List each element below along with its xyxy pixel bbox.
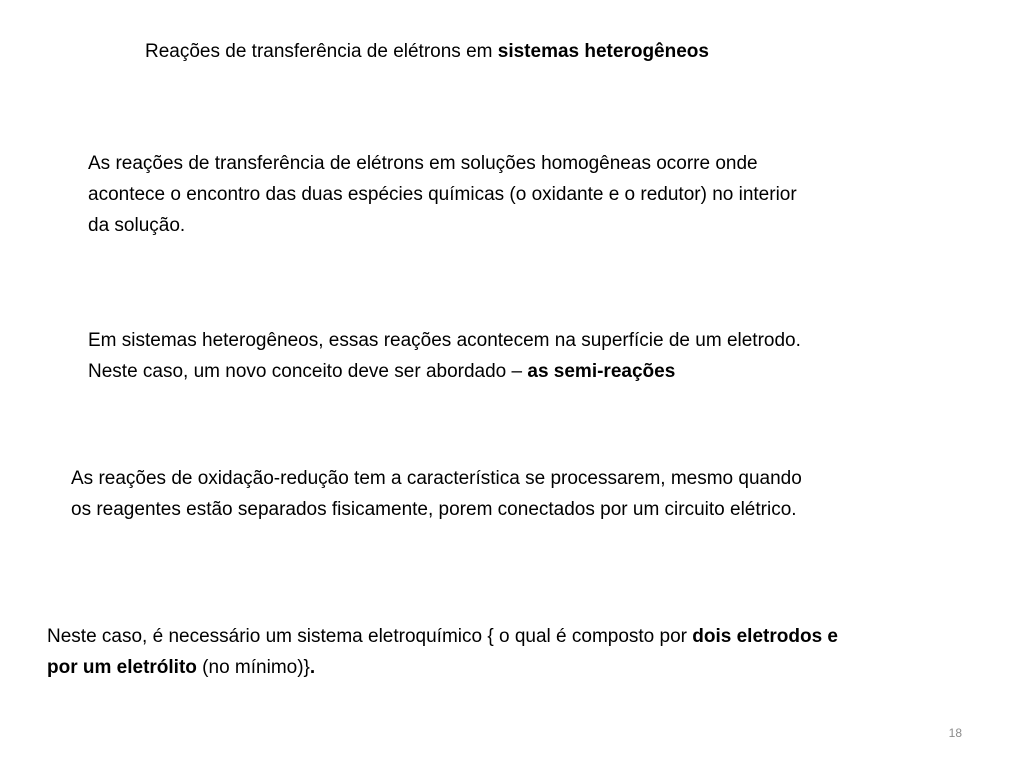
paragraph-line: Em sistemas heterogêneos, essas reações acontecem na superfície de um eletrodo. [88, 330, 801, 351]
paragraph-line: Neste caso, um novo conceito deve ser abordado – [88, 361, 528, 382]
paragraph-electrochemical-system [47, 621, 1017, 683]
paragraph-heterogeneous [88, 325, 988, 387]
two-electrodes-bold: dois eletrodos e [692, 626, 838, 647]
paragraph-line: As reações de transferência de elétrons em soluções homogêneas ocorre onde [88, 153, 758, 174]
paragraph-line: (no mínimo)} [196, 657, 310, 678]
period-bold: . [309, 657, 316, 678]
slide-title-bold: sistemas heterogêneos [497, 41, 709, 62]
paragraph-redox [71, 463, 991, 525]
paragraph-line: da solução. [88, 215, 186, 236]
semi-reactions-bold: as semi-reações [527, 361, 676, 382]
slide-title-text: Reações de transferência de elétrons em [145, 41, 498, 62]
electrolyte-bold: por um eletrólito [47, 657, 197, 678]
paragraph-line: Neste caso, é necessário um sistema eletroquímico { o qual é composto por [47, 626, 693, 647]
paragraph-homogeneous [88, 148, 988, 241]
paragraph-line: acontece o encontro das duas espécies químicas (o oxidante e o redutor) no interior [88, 184, 797, 205]
paragraph-line: os reagentes estão separados fisicamente, porem conectados por um circuito elétrico. [71, 499, 797, 520]
page-number: 18 [948, 726, 962, 740]
paragraph-line: As reações de oxidação-redução tem a característica se processarem, mesmo quando [71, 468, 802, 489]
slide-title [145, 40, 945, 64]
